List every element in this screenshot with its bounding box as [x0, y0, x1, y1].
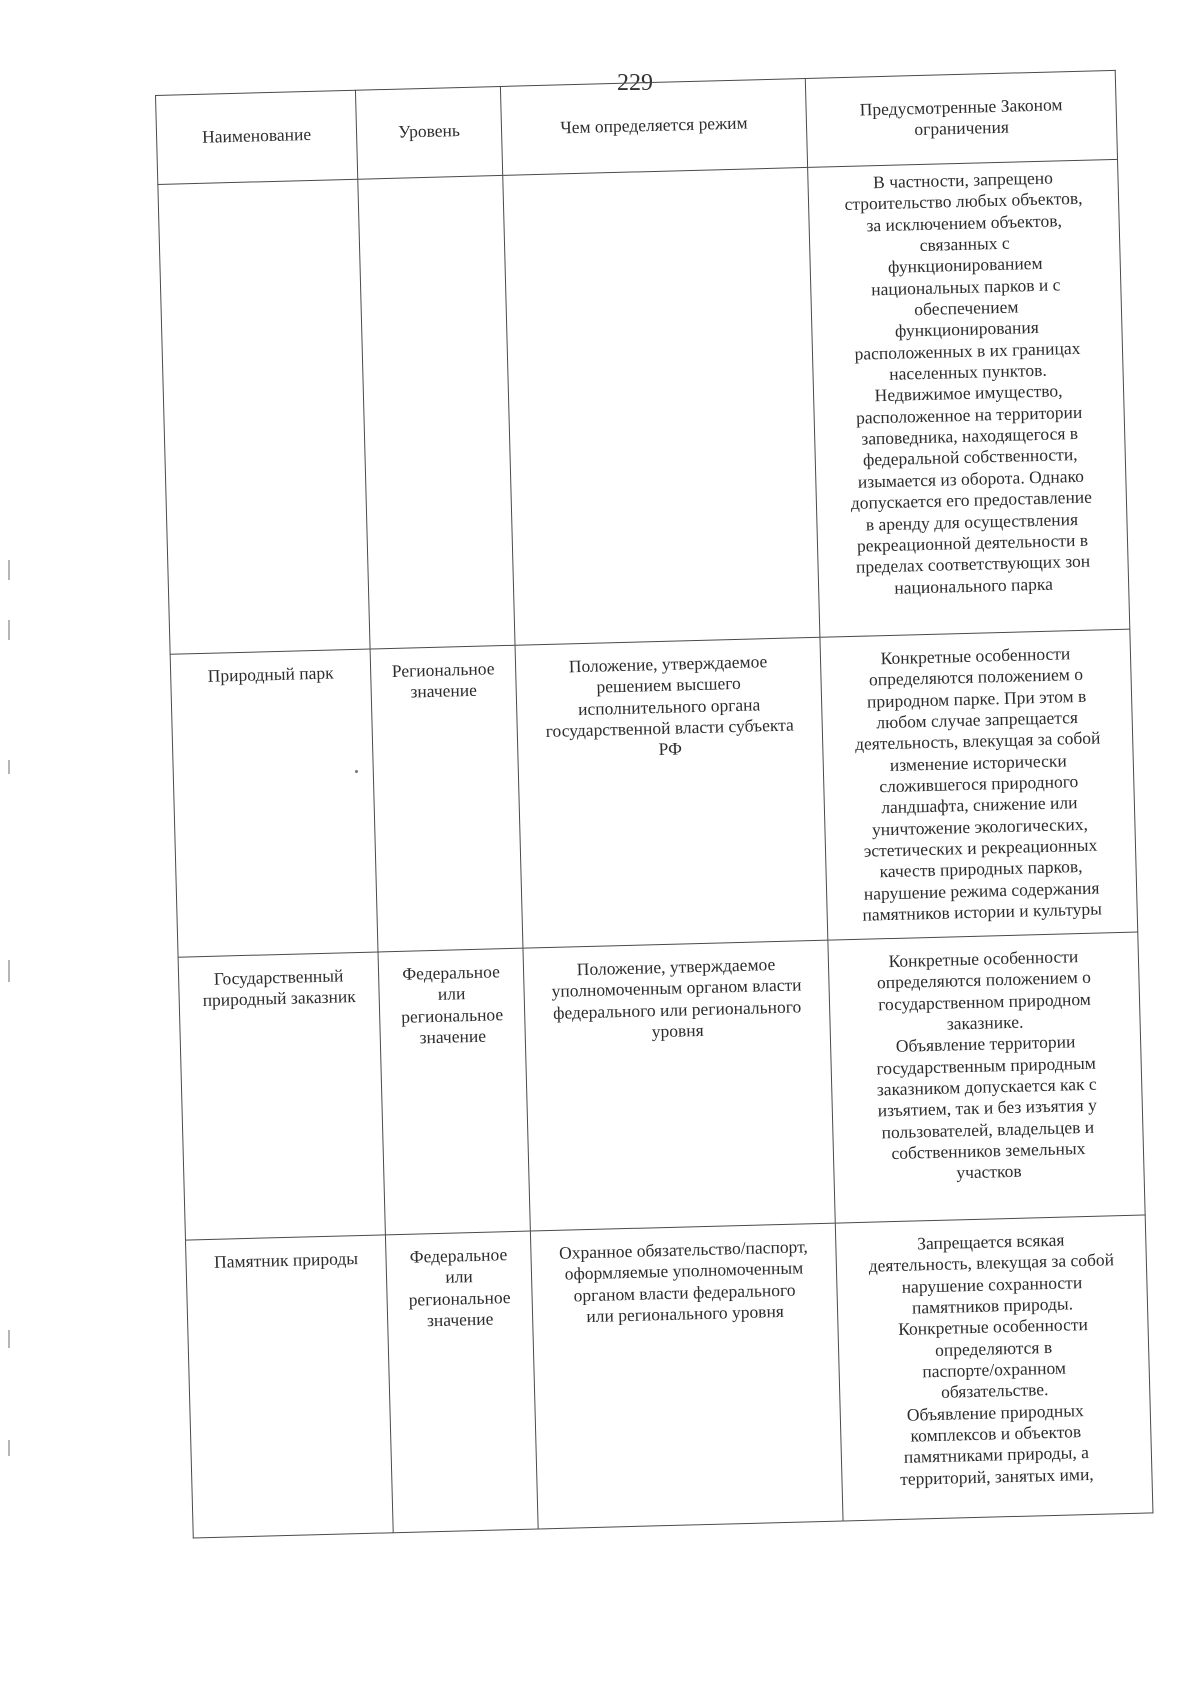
cell-restrictions: Запрещается всякая деятельность, влекущая за собой нарушение сохранности памятников природы. Конкретные особенности определяются в паспорте/охранном обязательстве. Объявление природных комплексов и объектов памятниками природы, а территорий, занятых ими, — [835, 1215, 1153, 1521]
cell-regime: Положение, утверждаемое решением высшего исполнительного органа государственной власти субъекта РФ — [515, 637, 828, 948]
cell-name — [158, 179, 370, 654]
scan-artifact — [8, 1330, 10, 1348]
table-row — [185, 1215, 1152, 1538]
cell-level: Федеральное или региональное значение — [385, 1231, 538, 1533]
scan-artifact — [8, 1440, 10, 1456]
protected-areas-table-wrapper — [155, 70, 1152, 1539]
cell-level — [358, 175, 515, 649]
header-regime: Чем определяется режим — [500, 78, 807, 175]
scan-artifact — [8, 760, 10, 774]
cell-name: Природный парк — [170, 649, 378, 957]
header-restrictions: Предусмотренные Законом ограничения — [805, 70, 1117, 167]
cell-regime: Положение, утверждаемое уполномоченным органом власти федерального или регионального уровня — [523, 940, 835, 1231]
scan-artifact — [8, 560, 10, 580]
scan-artifact — [8, 960, 10, 982]
table-row — [170, 629, 1138, 957]
cell-name: Государственный природный заказник — [178, 952, 385, 1240]
table-body — [158, 159, 1153, 1538]
cell-restrictions: В частности, запрещено строительство любых объектов, за исключением объектов, связанных с функционированием национальных парков и с обеспечением функционирования расположенных в их границах населенных пунктов. Недвижимое имущество, расположенное на территории заповедника, находящегося в федеральной собственности, изымается из оборота. Однако допускается его предоставление в аренду для осуществления рекреационной деятельности в пределах соответствующих зон национального парка — [808, 159, 1130, 637]
header-level: Уровень — [355, 86, 502, 179]
cell-restrictions: Конкретные особенности определяются положением о природном парке. При этом в любом случае запрещается деятельность, влекущая за собой изменение исторически сложившегося природного ландшафта, снижение или уничтожение экологических, эстетических и рекреационных качеств природных парков, нарушение режима содержания памятников истории и культуры — [820, 629, 1138, 940]
cell-regime — [503, 167, 820, 645]
cell-name: Памятник природы — [185, 1235, 393, 1538]
scan-artifact — [8, 620, 10, 640]
cell-level: Федеральное или региональное значение — [378, 948, 530, 1235]
cell-regime: Охранное обязательство/паспорт, оформляемые уполномоченным органом власти федерального или регионального уровня — [530, 1223, 843, 1529]
cell-restrictions: Конкретные особенности определяются положением о государственном природном заказнике. Объявление территории государственным природным заказником допускается как с изъятием, так и без изъятия у пользователей, владельцев и собственников земельных участков — [828, 932, 1145, 1223]
cell-level: Региональное значение — [370, 645, 523, 952]
table-row — [178, 932, 1145, 1240]
page-number: 229 — [617, 70, 653, 96]
protected-areas-table — [155, 70, 1153, 1539]
scan-artifact — [355, 770, 358, 773]
header-name: Наименование — [156, 90, 358, 184]
table-row — [158, 159, 1130, 654]
